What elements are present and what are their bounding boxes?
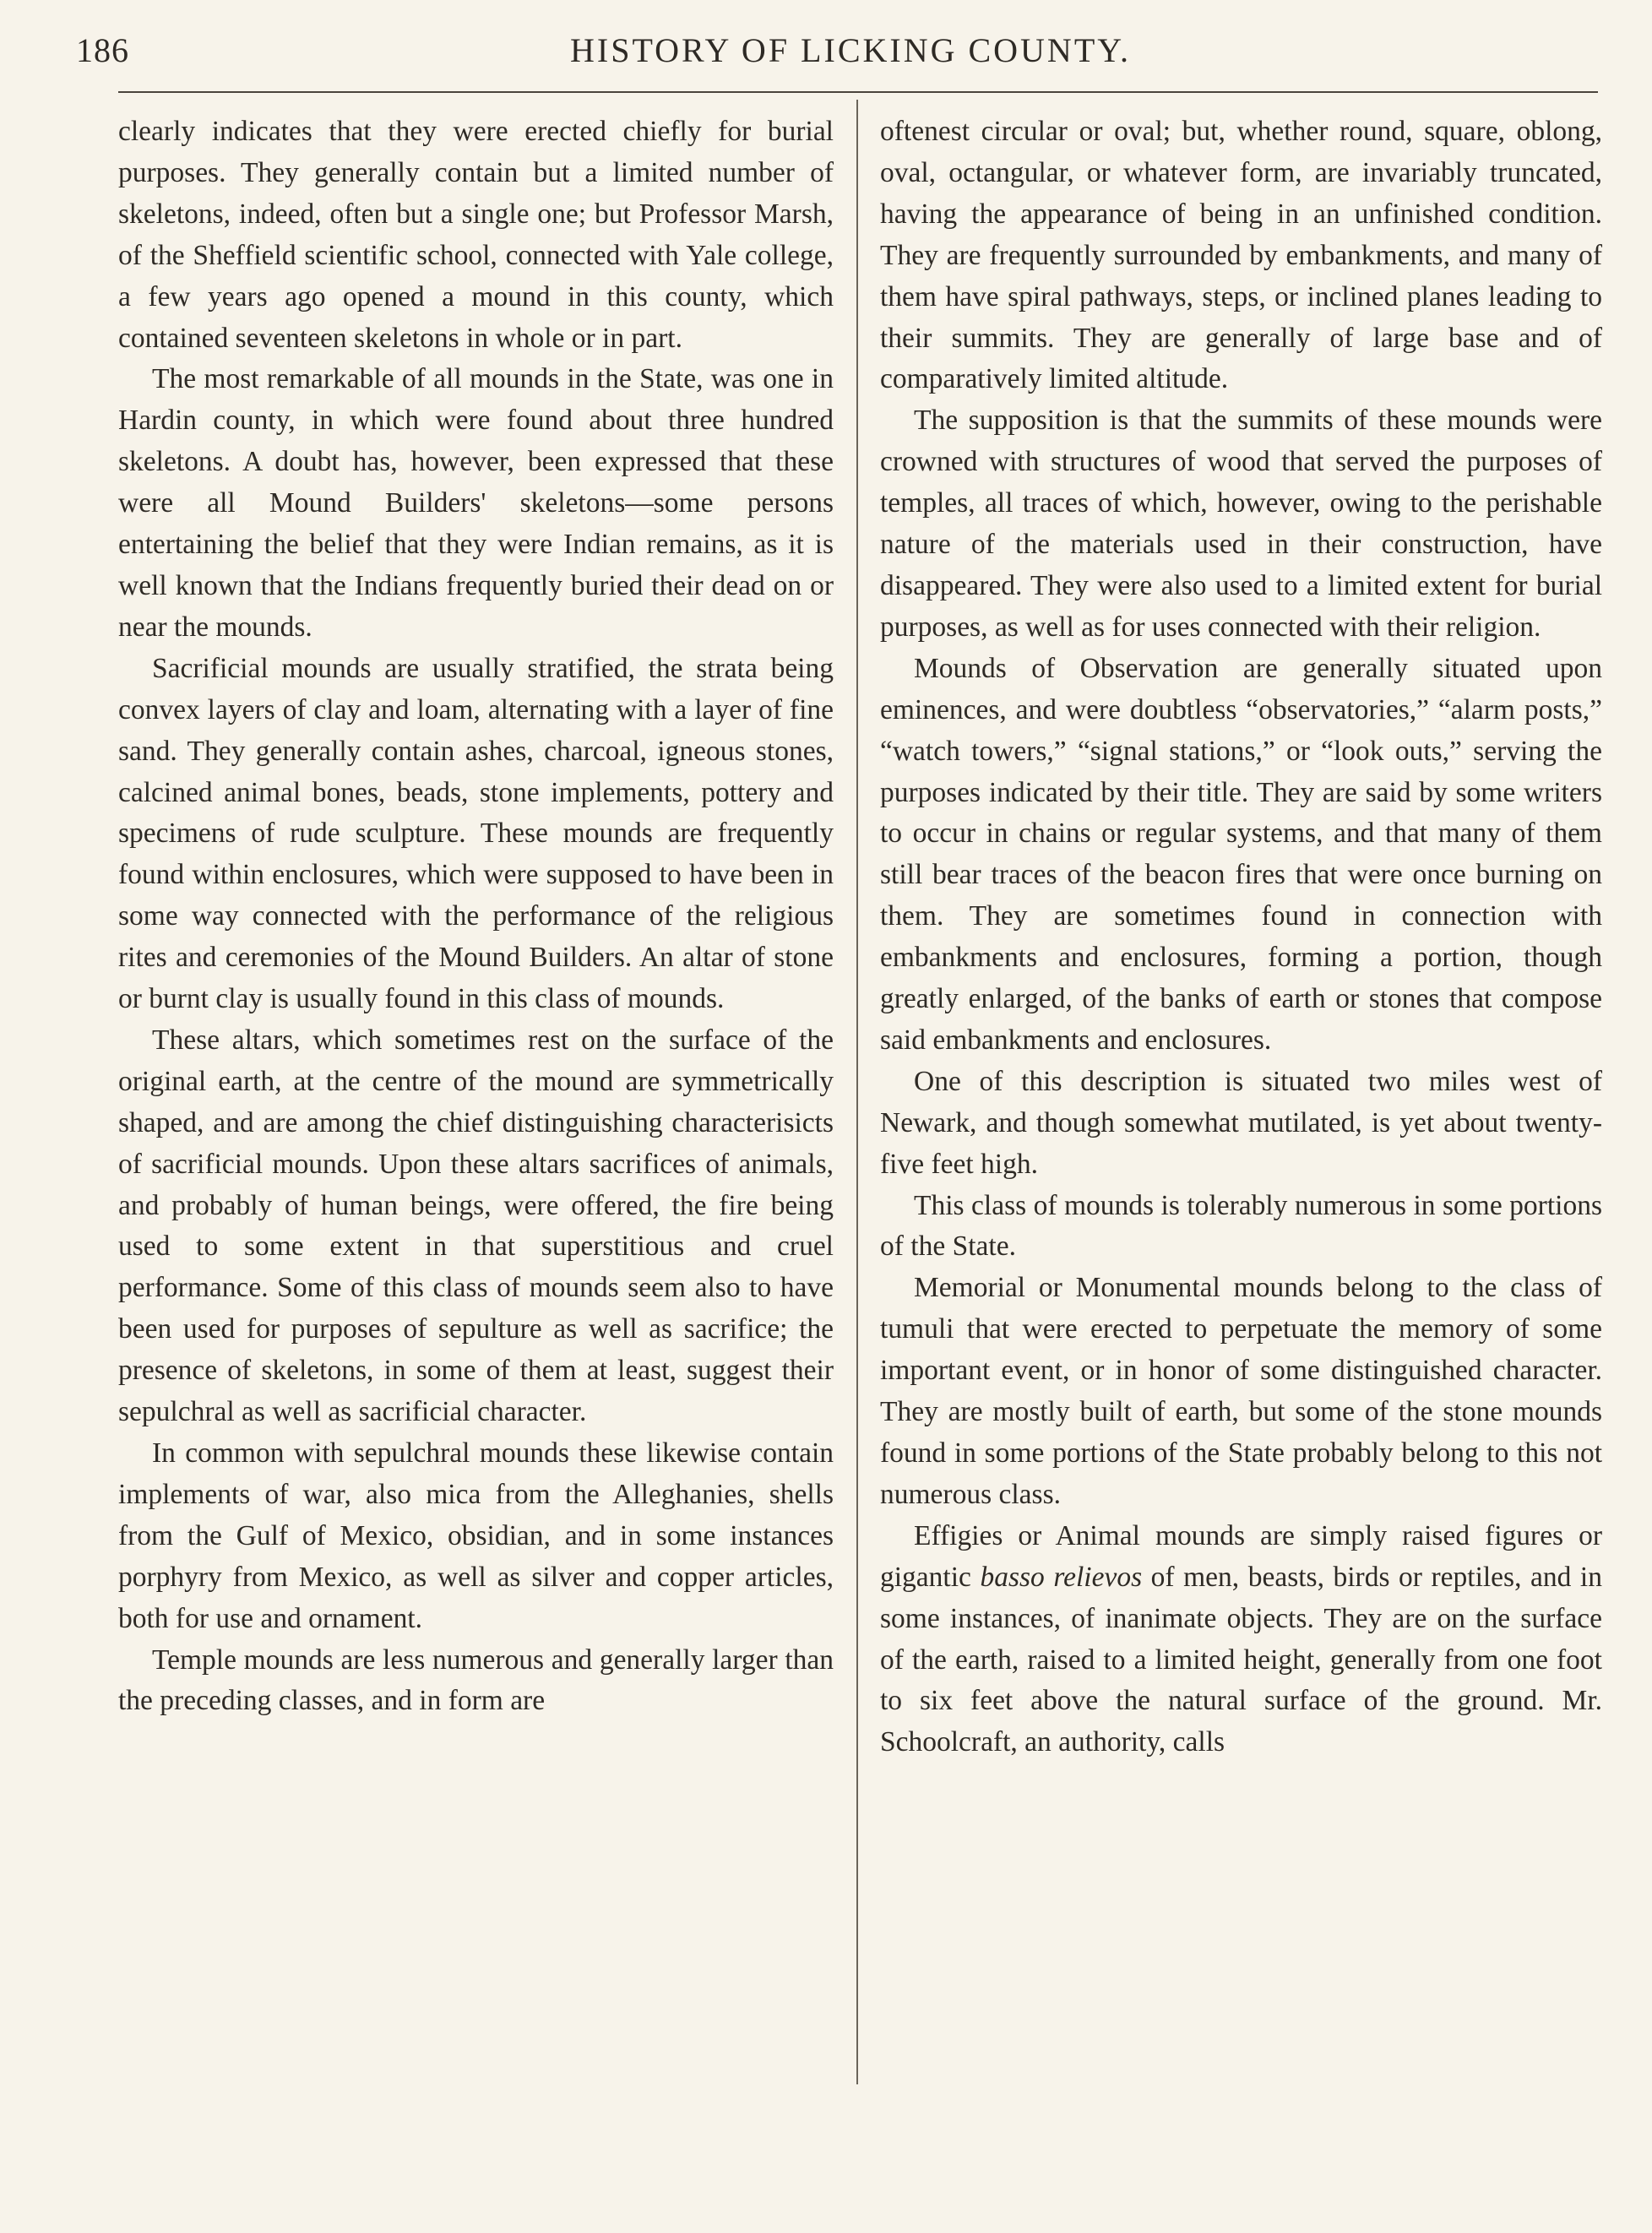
page-number: 186 — [76, 31, 129, 69]
paragraph: This class of mounds is tolerably numerous in some portions of the State. — [880, 1189, 1602, 1263]
paragraph: The supposition is that the summits of these mounds were crowned with structures of wood that served the purposes of temples, all traces of which, however, owing to the perishable nature of the materials used in their construction, have disappeared. They were also used to a limited extent for burial purposes, as well as for uses connected with their religion. — [880, 405, 1602, 643]
paragraph — [880, 1516, 1602, 1763]
paragraph: The most remarkable of all mounds in the State, was one in Hardin county, in which were found about three hundred skeletons. A doubt has, however, been expressed that these were all Mound Builders' skeletons—some persons entertaining the belief that they were Indian remains, as it is well known that the Indians frequently buried their dead on or near the mounds. — [118, 363, 834, 643]
running-title: HISTORY OF LICKING COUNTY. — [570, 31, 1131, 69]
column-divider — [856, 100, 858, 2084]
paragraph: In common with sepulchral mounds these likewise contain implements of war, also mica from the Alleghanies, shells from the Gulf of Mexico, obsidian, and in some instances porphyry from Mexico, as well as silver and copper articles, both for use and ornament. — [118, 1437, 834, 1634]
paragraph: Memorial or Monumental mounds belong to the class of tumuli that were erected to perpetuate the memory of some important event, or in honor of some distinguished character. They are mostly built of earth, but some of the stone mounds found in some portions of the State probably belong to this not numerous class. — [880, 1272, 1602, 1510]
header-rule — [118, 91, 1598, 93]
right-column — [880, 111, 1602, 1763]
paragraph: Sacrificial mounds are usually stratified, the strata being convex layers of clay and loam, alternating with a layer of fine sand. They generally contain ashes, charcoal, igneous stones, calcined animal bones, beads, stone implements, pottery and specimens of rude sculpture. These mounds are frequently found within enclosures, which were supposed to have been in some way connected with the performance of the religious rites and ceremonies of the Mound Builders. An altar of stone or burnt clay is usually found in this class of mounds. — [118, 652, 834, 1015]
paragraph: Temple mounds are less numerous and generally larger than the preceding classes, and in form are — [118, 1644, 834, 1717]
page-header — [76, 30, 1605, 81]
left-column — [118, 111, 834, 1722]
paragraph-text: Effigies or Animal mounds are simply raised figures or gigantic — [880, 1519, 1602, 1593]
paragraph: clearly indicates that they were erected chiefly for burial purposes. They generally contain but a limited number of skeletons, indeed, often but a single one; but Professor Marsh, of the Sheffield scientific school, connected with Yale college, a few years ago opened a mound in this county, which contained seventeen skeletons in whole or in part. — [118, 116, 834, 354]
paragraph-text: of men, beasts, birds or reptiles, and in some instances, of inanimate objects. They are on the surface of the earth, raised to a limited height, generally from one foot to six feet above the natural surface of the ground. Mr. Schoolcraft, an authority, calls — [880, 1561, 1602, 1758]
paragraph: These altars, which sometimes rest on the surface of the original earth, at the centre of the mound are symmetrically shaped, and are among the chief distinguishing characterisicts of sacrificial mounds. Upon these altars sacrifices of animals, and probably of human beings, were offered, the fire being used to some extent in that superstitious and cruel performance. Some of this class of mounds seem also to have been used for purposes of sepulture as well as sacrifice; the presence of skeletons, in some of them at least, suggest their sepulchral as well as sacrificial character. — [118, 1024, 834, 1428]
italic-term: basso relievos — [980, 1561, 1143, 1593]
paragraph: One of this description is situated two miles west of Newark, and though somewhat mutilated, is yet about twenty-five feet high. — [880, 1065, 1602, 1180]
paragraph: oftenest circular or oval; but, whether round, square, oblong, oval, octangular, or whatever form, are invariably truncated, having the appearance of being in an unfinished condition. They are frequently surrounded by embankments, and many of them have spiral pathways, steps, or inclined planes leading to their summits. They are generally of large base and of comparatively limited altitude. — [880, 116, 1602, 395]
paragraph: Mounds of Observation are generally situated upon eminences, and were doubtless “observatories,” “alarm posts,” “watch towers,” “signal stations,” or “look outs,” serving the purposes indicated by their title. They are said by some writers to occur in chains or regular systems, and that many of them still bear traces of the beacon fires that were once burning on them. They are sometimes found in connection with embankments and enclosures, forming a portion, though greatly enlarged, of the banks of earth or stones that compose said embankments and enclosures. — [880, 652, 1602, 1056]
